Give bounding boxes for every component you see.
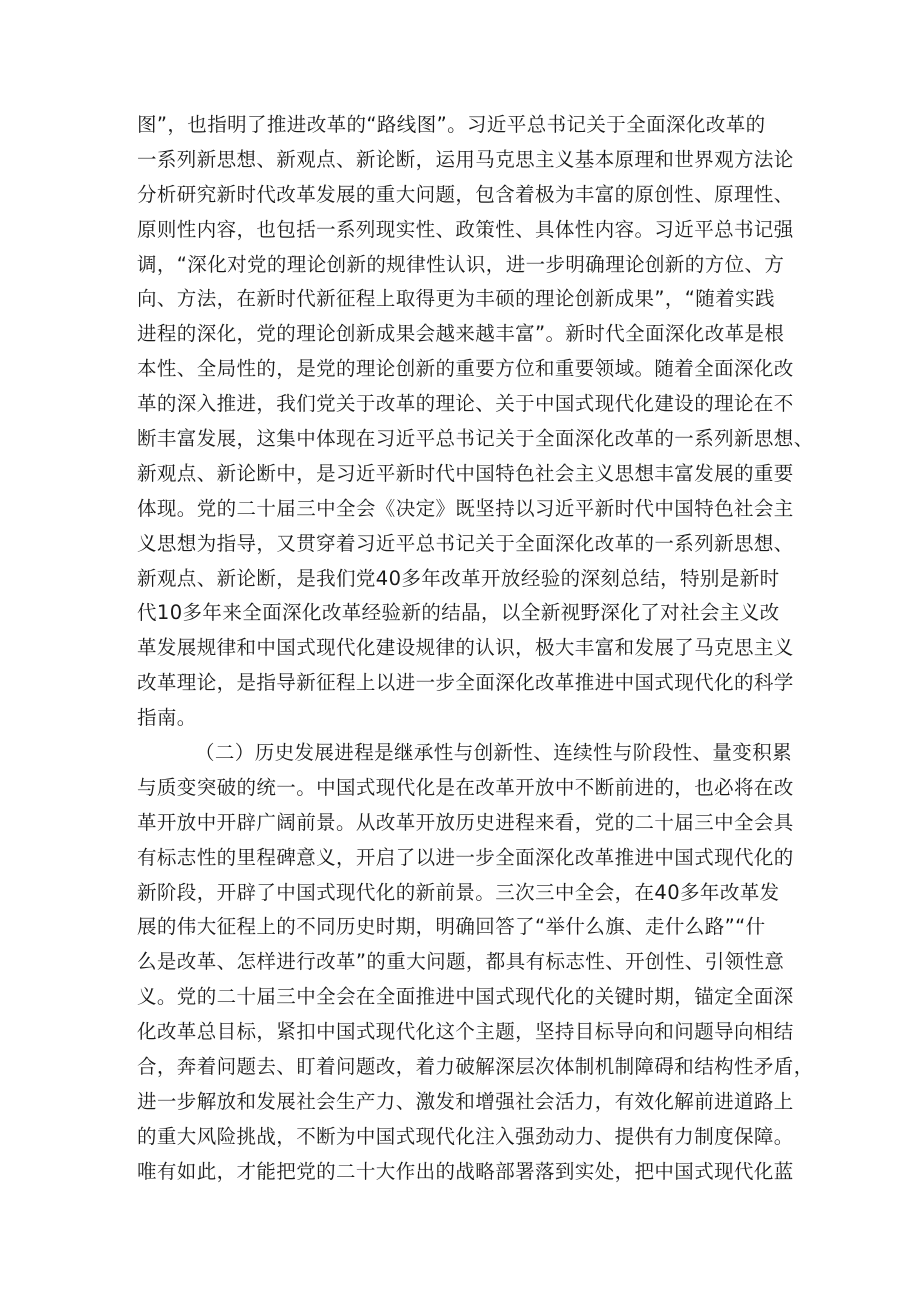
- text-line: 代10多年来全面深化改革经验新的结晶，以全新视野深化了对社会主义改: [137, 601, 780, 625]
- text-line: 展的伟大征程上的不同历史时期，明确回答了“举什么旗、走什么路”“什: [137, 915, 766, 939]
- text-line: 与质变突破的统一。中国式现代化是在改革开放中不断前进的，也必将在改: [137, 775, 794, 799]
- text-line: 革的深入推进，我们党关于改革的理论、关于中国式现代化建设的理论在不: [137, 392, 794, 416]
- text-line: 唯有如此，才能把党的二十大作出的战略部署落到实处，把中国式现代化蓝: [137, 1159, 794, 1183]
- text-line: 图”，也指明了推进改革的“路线图”。习近平总书记关于全面深化改革的: [137, 113, 766, 136]
- text-line: 义思想为指导，又贯穿着习近平总书记关于全面深化改革的一系列新思想、: [137, 531, 794, 555]
- text-line: 合，奔着问题去、盯着问题改，着力破解深层次体制机制障碍和结构性矛盾，: [137, 1055, 814, 1079]
- section-heading-line: （二）历史发展进程是继承性与创新性、连续性与阶段性、量变积累: [195, 741, 793, 765]
- text-line: 分析研究新时代改革发展的重大问题，包含着极为丰富的原创性、原理性、: [137, 182, 794, 206]
- text-line: 改革理论，是指导新征程上以进一步全面深化改革推进中国式现代化的科学: [137, 671, 794, 695]
- text-line: 本性、全局性的，是党的理论创新的重要方位和重要领域。随着全面深化改: [137, 357, 794, 381]
- text-line: 调，“深化对党的理论创新的规律性认识，进一步明确理论创新的方位、方: [137, 252, 785, 276]
- text-line: 有标志性的里程碑意义，开启了以进一步全面深化改革推进中国式现代化的: [137, 845, 794, 869]
- text-line: 革开放中开辟广阔前景。从改革开放历史进程来看，党的二十届三中全会具: [137, 810, 794, 834]
- text-line: 断丰富发展，这集中体现在习近平总书记关于全面深化改革的一系列新思想、: [137, 427, 814, 451]
- text-line: 么是改革、怎样进行改革”的重大问题，都具有标志性、开创性、引领性意: [137, 950, 785, 974]
- text-line: 指南。: [137, 706, 197, 730]
- text-line: 新观点、新论断，是我们党40多年改革开放经验的深刻总结，特别是新时: [137, 566, 780, 590]
- text-line: 向、方法，在新时代新征程上取得更为丰硕的理论创新成果”，“随着实践: [137, 287, 775, 311]
- text-line: 革发展规律和中国式现代化建设规律的认识，极大丰富和发展了马克思主义: [137, 636, 794, 660]
- text-line: 化改革总目标，紧扣中国式现代化这个主题，坚持目标导向和问题导向相结: [137, 1020, 794, 1044]
- text-line: 的重大风险挑战，不断为中国式现代化注入强劲动力、提供有力制度保障。: [137, 1124, 794, 1148]
- text-line: 进一步解放和发展社会生产力、激发和增强社会活力，有效化解前进道路上: [137, 1089, 794, 1113]
- text-line: 一系列新思想、新观点、新论断，运用马克思主义基本原理和世界观方法论: [137, 147, 794, 171]
- body-text: [137, 108, 814, 1190]
- text-line: 体现。党的二十届三中全会《决定》既坚持以习近平新时代中国特色社会主: [137, 496, 794, 520]
- text-line: 义。党的二十届三中全会在全面推进中国式现代化的关键时期，锚定全面深: [137, 985, 794, 1009]
- text-line: 原则性内容，也包括一系列现实性、政策性、具体性内容。习近平总书记强: [137, 217, 794, 241]
- text-line: 新阶段，开辟了中国式现代化的新前景。三次三中全会，在40多年改革发: [137, 880, 780, 904]
- text-line: 进程的深化，党的理论创新成果会越来越丰富”。新时代全面深化改革是根: [137, 322, 785, 346]
- text-line: 新观点、新论断中，是习近平新时代中国特色社会主义思想丰富发展的重要: [137, 461, 794, 485]
